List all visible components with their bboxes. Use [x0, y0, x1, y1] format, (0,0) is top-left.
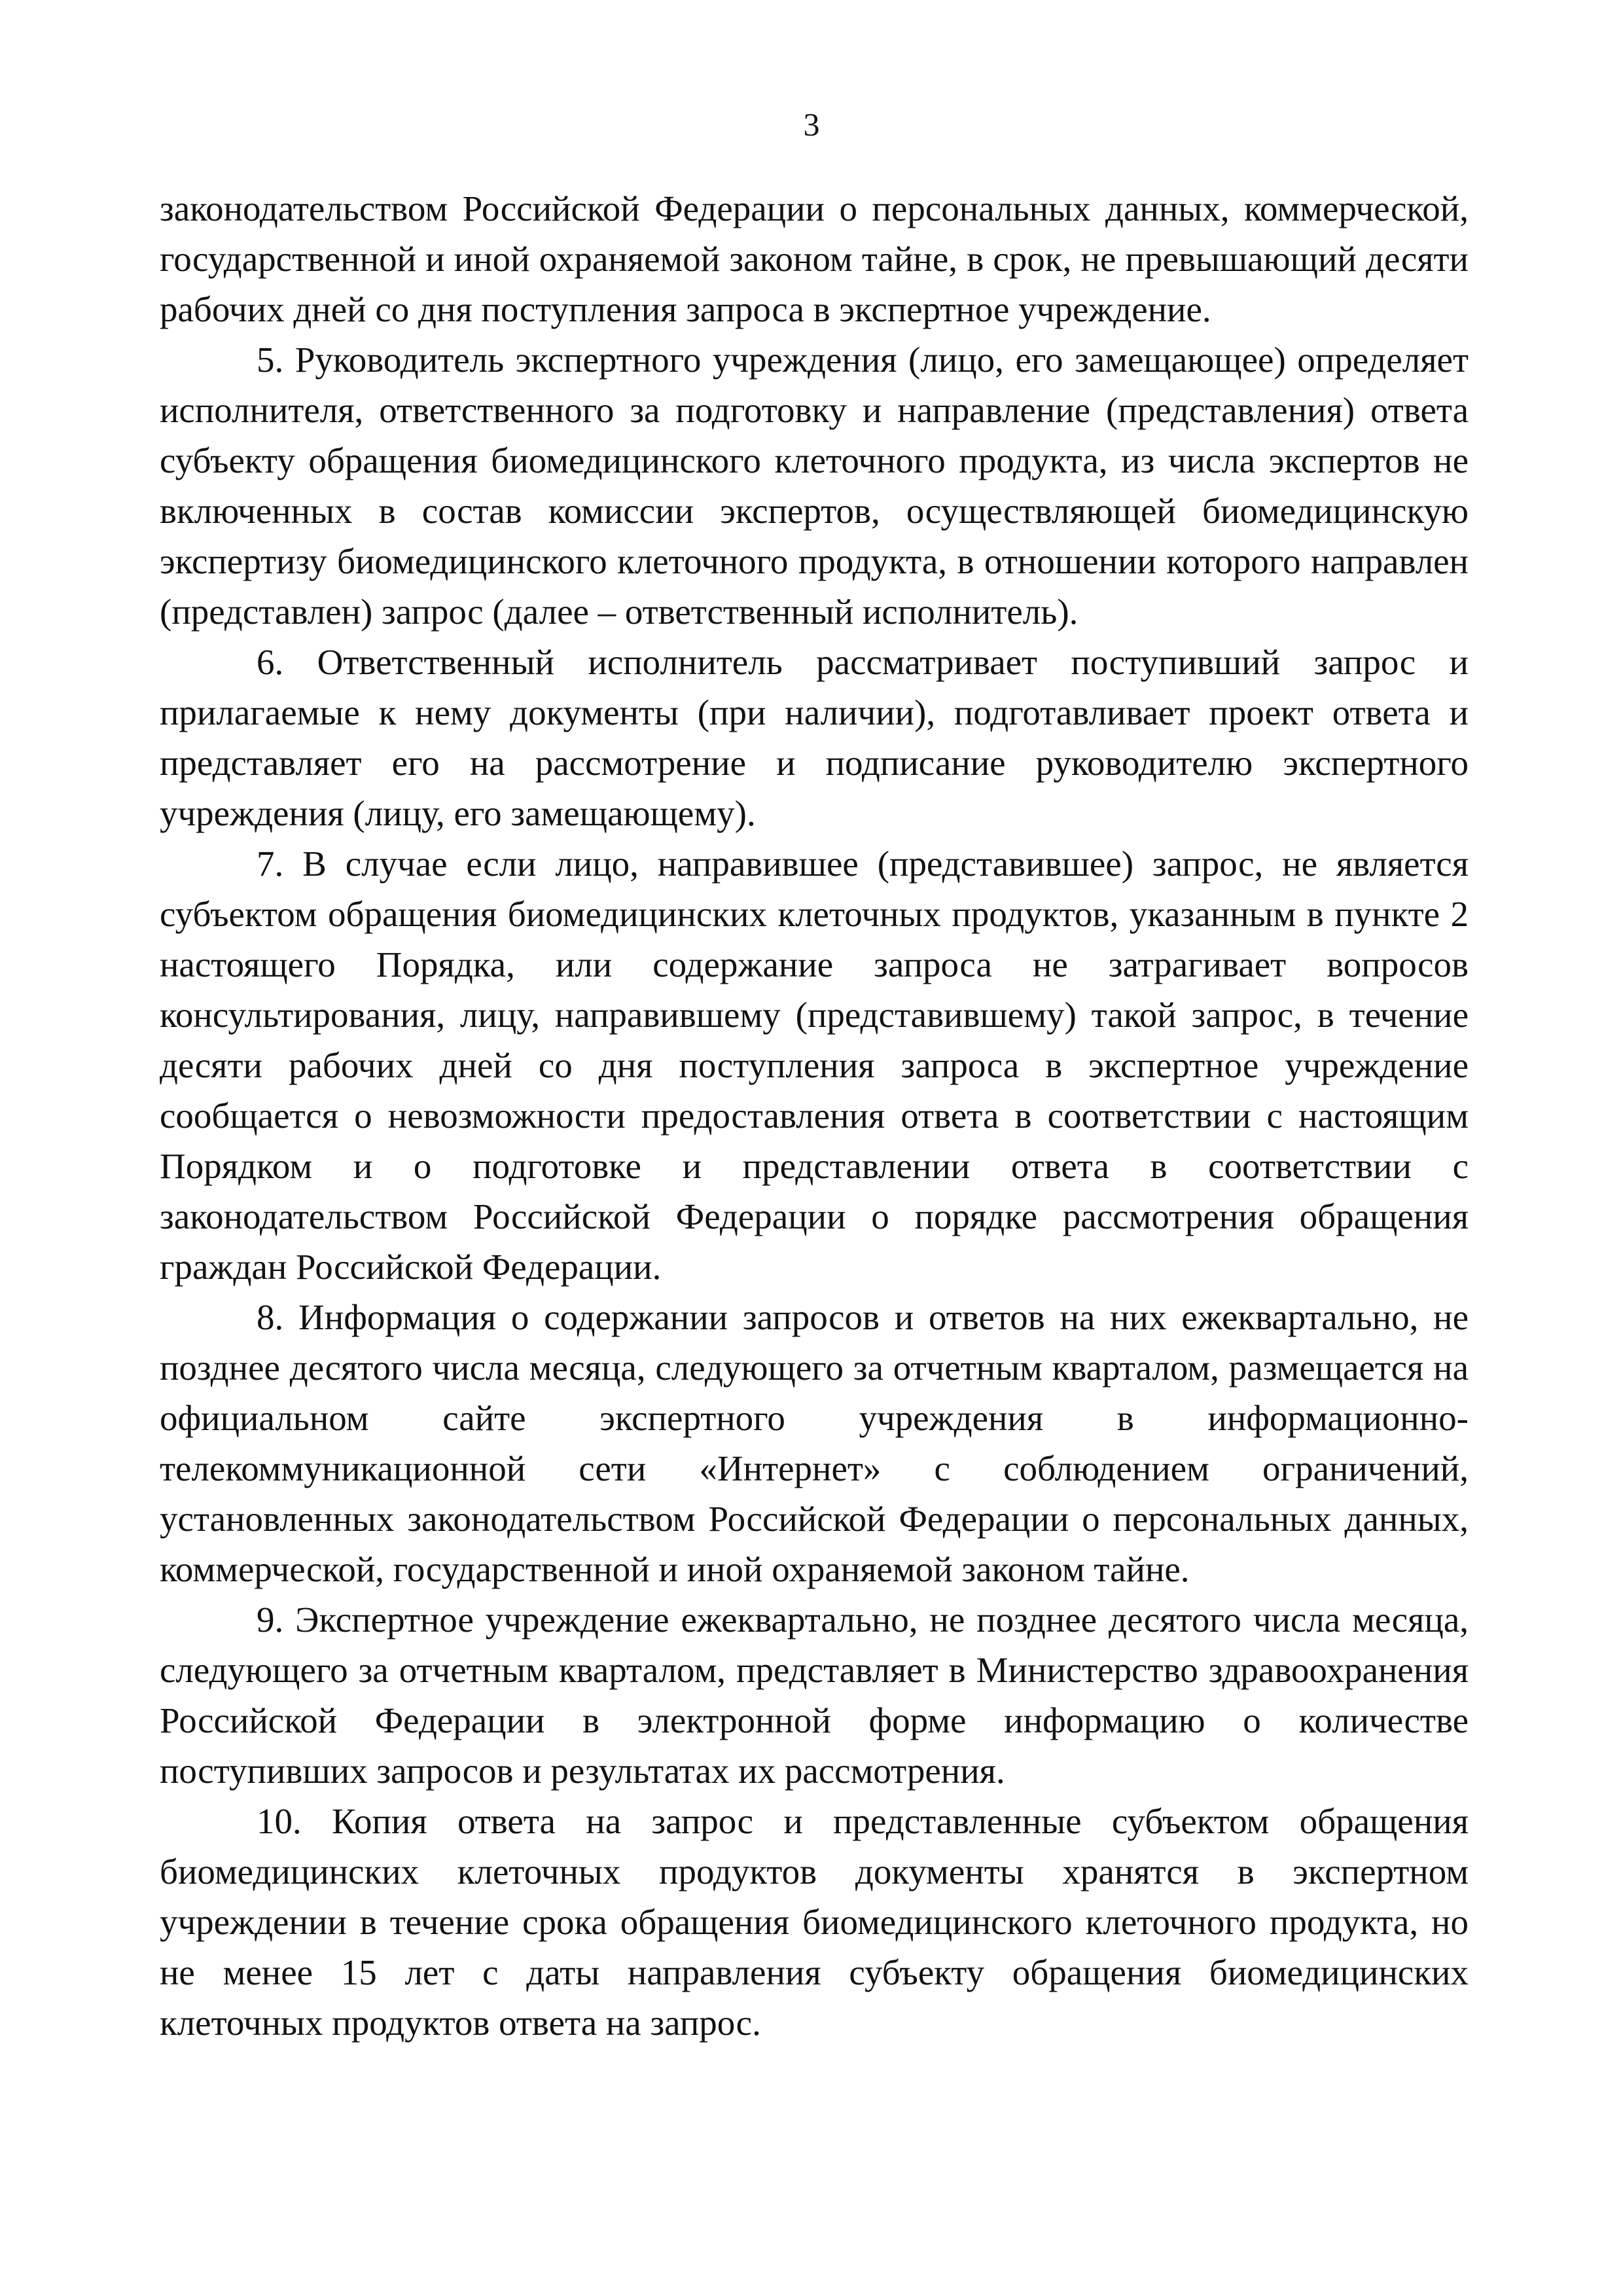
paragraph-continuation: законодательством Российской Федерации о персональных данных, коммерческой, государственной и иной охраняемой законом тайне, в срок, не превышающий десяти рабочих дней со дня поступления запроса в экспертное учреждение.	[160, 188, 1469, 329]
paragraph-item-7: 7. В случае если лицо, направившее (представившее) запрос, не является субъектом обращения биомедицинских клеточных продуктов, указанным в пункте 2 настоящего Порядка, или содержание запроса не затрагивает вопросов консультирования, лицу, направившему (представившему) такой запрос, в течение десяти рабочих дней со дня поступления запроса в экспертное учреждение сообщается о невозможности предоставления ответа в соответствии с настоящим Порядком и о подготовке и представлении ответа в соответствии с законодательством Российской Федерации о порядке рассмотрения обращения граждан Российской Федерации.	[160, 844, 1469, 1287]
paragraph-item-5: 5. Руководитель экспертного учреждения (лицо, его замещающее) определяет исполнителя, ответственного за подготовку и направление (представления) ответа субъекту обращения биомедицинского клеточного продукта, из числа экспертов не включенных в состав комиссии экспертов, осуществляющей биомедицинскую экспертизу биомедицинского клеточного продукта, в отношении которого направлен (представлен) запрос (далее – ответственный исполнитель).	[160, 340, 1469, 632]
paragraph-item-10: 10. Копия ответа на запрос и представленные субъектом обращения биомедицинских клеточных продуктов документы хранятся в экспертном учреждении в течение срока обращения биомедицинского клеточного продукта, но не менее 15 лет с даты направления субъекту обращения биомедицинских клеточных продуктов ответа на запрос.	[160, 1801, 1469, 2043]
page-number: 3	[803, 106, 820, 143]
document-body	[160, 183, 1469, 2048]
paragraph-item-6: 6. Ответственный исполнитель рассматривает поступивший запрос и прилагаемые к нему документы (при наличии), подготавливает проект ответа и представляет его на рассмотрение и подписание руководителю экспертного учреждения (лицу, его замещающему).	[160, 642, 1469, 833]
paragraph-item-9: 9. Экспертное учреждение ежеквартально, не позднее десятого числа месяца, следующего за отчетным кварталом, представляет в Министерство здравоохранения Российской Федерации в электронной форме информацию о количестве поступивших запросов и результатах их рассмотрения.	[160, 1600, 1469, 1791]
paragraph-item-8: 8. Информация о содержании запросов и ответов на них ежеквартально, не позднее десятого числа месяца, следующего за отчетным кварталом, размещается на официальном сайте экспертного учреждения в информационно-телекоммуникационной сети «Интернет» с соблюдением ограничений, установленных законодательством Российской Федерации о персональных данных, коммерческой, государственной и иной охраняемой законом тайне.	[160, 1297, 1469, 1589]
